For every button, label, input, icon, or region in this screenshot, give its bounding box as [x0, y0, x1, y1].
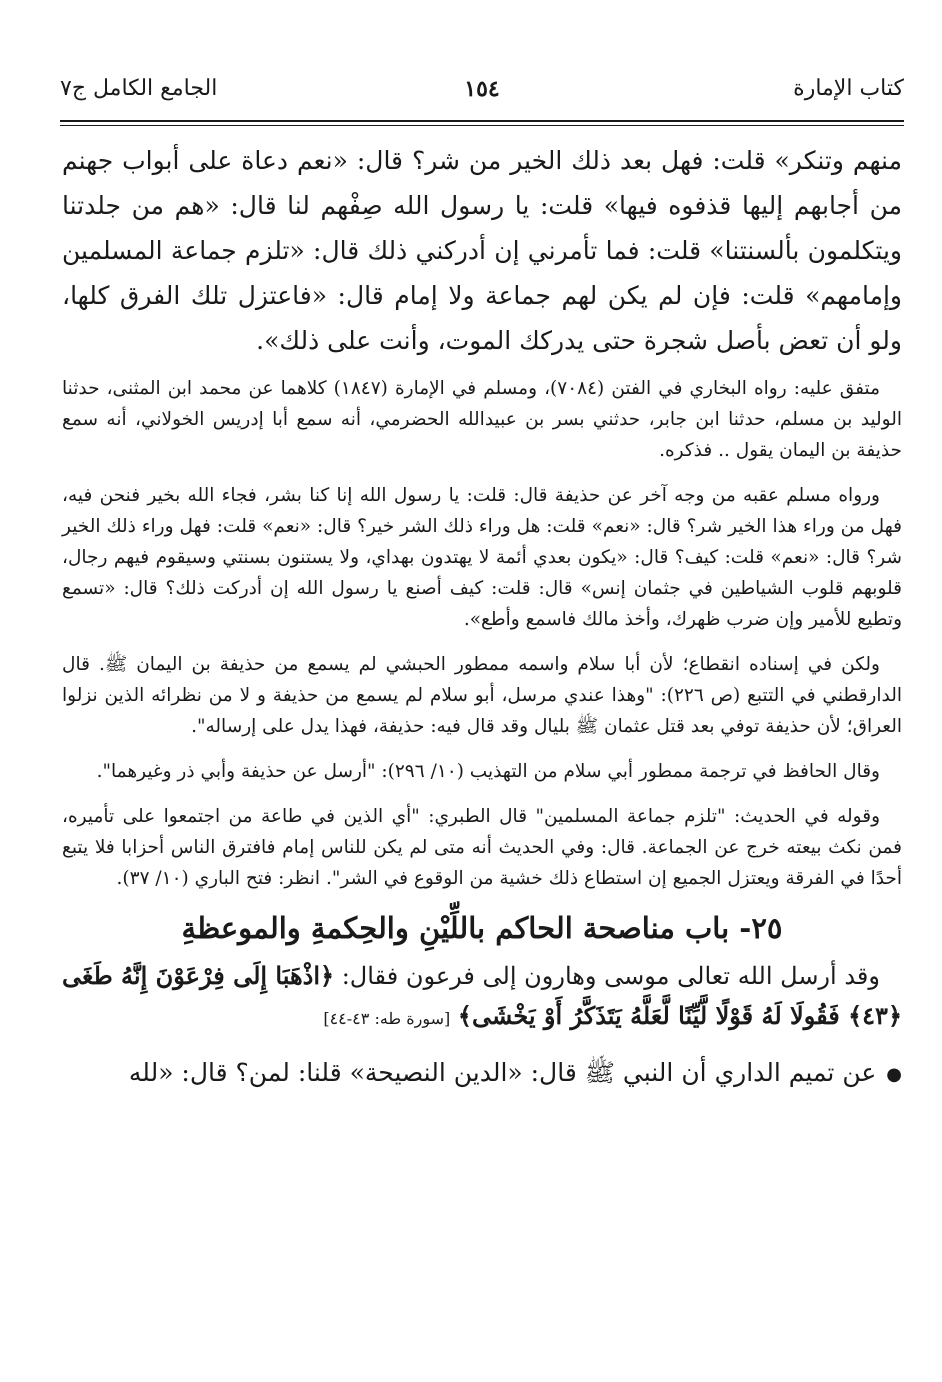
- footnote-2: ورواه مسلم عقبه من وجه آخر عن حذيفة قال: قلت: يا رسول الله إنا كنا بشر، فجاء الله بخير فنحن فيه، فهل من وراء هذا الخير شر؟ قال: «نعم» قلت: هل وراء ذلك الشر خير؟ قال: «نعم» قلت: فهل وراء ذلك الخير شر؟ قال: «نعم» قلت: كيف؟ قال: «يكون بعدي أئمة لا يهتدون بهداي، ولا يستنون بسنتي وسيقوم فيهم رجال، قلوبهم قلوب الشياطين في جثمان إنس» قال: قلت: كيف أصنع يا رسول الله إن أدركت ذلك؟ قال: «تسمع وتطيع للأمير وإن ضرب ظهرك، وأخذ مالك فاسمع وأطع».: [62, 485, 902, 630]
- footnote-4: وقال الحافظ في ترجمة ممطور أبي سلام من التهذيب (١٠/ ٢٩٦): "أرسل عن حذيفة وأبي ذر وغيرهما".: [96, 761, 880, 782]
- volume-title: الجامع الكامل ج٧: [60, 76, 218, 101]
- quran-reference: [سورة طه: ٤٣-٤٤]: [323, 1009, 451, 1028]
- footnote-5: وقوله في الحديث: "تلزم جماعة المسلمين" قال الطبري: "أي الذين في طاعة من اجتمعوا على تأميره، فمن نكث بيعته خرج عن الجماعة. قال: وفي الحديث أنه متى لم يكن للناس إمام فافترق الناس أحزابا فلا يتبع أحدًا في الفرقة ويعتزل الجميع إن استطاع ذلك خشية من الوقوع في الشر". انظر: فتح الباري (١٠/ ٣٧).: [62, 806, 902, 889]
- bullet-icon: ●: [886, 1063, 902, 1085]
- page-number: ١٥٤: [464, 76, 500, 102]
- bullet-text: عن تميم الداري أن النبي ﷺ قال: «الدين النصيحة» قلنا: لمن؟ قال: «لله: [128, 1058, 877, 1087]
- quran-intro: وقد أرسل الله تعالى موسى وهارون إلى فرعون فقال:: [341, 962, 880, 990]
- page-body: [62, 138, 902, 1097]
- page-header: [60, 70, 904, 114]
- header-rule-thick: [60, 120, 904, 122]
- footnote-1: متفق عليه: رواه البخاري في الفتن (٧٠٨٤)، ومسلم في الإمارة (١٨٤٧) كلاهما عن محمد ابن المثنى، حدثنا الوليد بن مسلم، حدثنا ابن جابر، حدثني بسر بن عبيدالله الحضرمي، أنه سمع أبا إدريس الخولاني، أنه سمع حذيفة بن اليمان يقول .. فذكره.: [62, 378, 902, 461]
- section-title: ٢٥- باب مناصحة الحاكم باللِّيْنِ والحِكمةِ والموعظةِ: [181, 911, 783, 945]
- hadith-bullet: [62, 1051, 902, 1097]
- quran-verse: ﴿اذْهَبَا إِلَى فِرْعَوْنَ إِنَّهُ طَغَى ﴿٤٣﴾ فَقُولَا لَهُ قَوْلًا لَّيِّنًا لَّعَلَّهُ يَتَذَكَّرُ أَوْ يَخْشَى﴾: [62, 961, 902, 1030]
- header-rule-thin: [60, 125, 904, 126]
- quran-paragraph: [62, 956, 902, 1039]
- book-title: كتاب الإمارة: [793, 76, 904, 101]
- hadith-text: منهم وتنكر» قلت: فهل بعد ذلك الخير من شر؟ قال: «نعم دعاة على أبواب جهنم من أجابهم إليها قذفوه فيها» قلت: يا رسول الله صِفْهم لنا قال: «هم من جلدتنا ويتكلمون بألسنتنا» قلت: فما تأمرني إن أدركني ذلك قال: «تلزم جماعة المسلمين وإمامهم» قلت: فإن لم يكن لهم جماعة ولا إمام قال: «فاعتزل تلك الفرق كلها، ولو أن تعض بأصل شجرة حتى يدركك الموت، وأنت على ذلك».: [62, 146, 902, 355]
- footnote-3: ولكن في إسناده انقطاع؛ لأن أبا سلام واسمه ممطور الحبشي لم يسمع من حذيفة بن اليمان ﷺ. قال الدارقطني في التتبع (ص ٢٢٦): "وهذا عندي مرسل، أبو سلام لم يسمع من حذيفة و لا من نظرائه الذين نزلوا العراق؛ لأن حذيفة توفي بعد قتل عثمان ﷺ بليال وقد قال فيه: حذيفة، فهذا يدل على إرساله".: [62, 654, 902, 737]
